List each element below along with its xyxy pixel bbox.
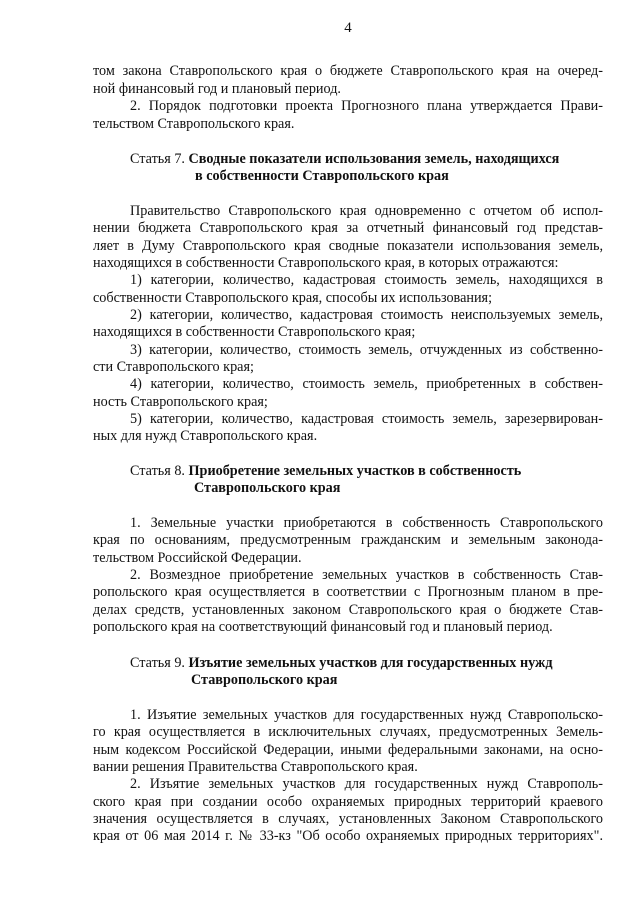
paragraph-line: делах средств, установленных законом Ставропольского края о бюджете Став- [93,602,603,618]
paragraph-line: го края осуществляется в исключительных случаях, предусмотренных Земель- [93,724,603,740]
paragraph-line: нении бюджета Ставропольского края за отчетный финансовый год представ- [93,220,603,236]
list-item-line: находящихся в собственности Ставропольского края; [93,324,416,340]
paragraph-line: ского края при создании особо охраняемых природных территорий краевого [93,794,603,810]
article-9-title: Изъятие земельных участков для государственных нужд [188,655,553,671]
paragraph-line: 2. Порядок подготовки проекта Прогнозного плана утверждается Прави- [130,98,603,114]
paragraph-line: ляет в Думу Ставропольского края сводные показатели использования земель, [93,238,603,254]
paragraph-line: значения осуществляется в случаях, установленных Законом Ставропольского [93,811,603,827]
page-number: 4 [344,20,352,36]
list-item-line: сти Ставропольского края; [93,359,254,375]
list-item-line: ных для нужд Ставропольского края. [93,428,318,444]
paragraph-line: тельством Российской Федерации. [93,550,302,566]
paragraph-line: ропольского края на соответствующий финансовый год и плановый период. [93,619,553,635]
paragraph-line: края по основаниям, предусмотренным гражданским и земельным законода- [93,532,603,548]
list-item-line: 4) категории, количество, стоимость земель, приобретенных в собствен- [130,376,603,392]
article-7-title: Сводные показатели использования земель, находящихся [188,151,560,167]
article-8-title-cont: Ставропольского края [194,480,341,496]
article-8-heading [130,463,521,480]
paragraph-line: тельством Ставропольского края. [93,116,295,132]
paragraph-line: Правительство Ставропольского края одновременно с отчетом об испол- [130,203,603,219]
list-item-line: собственности Ставропольского края, способы их использования; [93,290,493,306]
paragraph-line: том закона Ставропольского края о бюджете Ставропольского края на очеред- [93,63,603,79]
paragraph-line: 2. Изъятие земельных участков для государственных нужд Ставрополь- [130,776,603,792]
paragraph-line: ропольского края осуществляется в соответствии с Прогнозным планом в пре- [93,584,603,600]
paragraph-line: 1. Земельные участки приобретаются в собственность Ставропольского [130,515,603,531]
list-item-line: 1) категории, количество, кадастровая стоимость земель, находящихся в [130,272,603,288]
paragraph-line: края от 06 мая 2014 г. № 33-кз "Об особо охраняемых природных территориях". [93,828,603,844]
article-8-title: Приобретение земельных участков в собственность [188,463,522,479]
article-9-label: Статья 9. [130,655,185,671]
list-item-line: 5) категории, количество, кадастровая стоимость земель, зарезервирован- [130,411,603,427]
article-7-title-cont: в собственности Ставропольского края [195,168,449,184]
paragraph-line: ной финансовый год и плановый период. [93,81,341,97]
paragraph-line: ным кодексом Российской Федерации, иными федеральными законами, на осно- [93,742,603,758]
article-7-heading [130,151,559,168]
list-item-line: ность Ставропольского края; [93,394,268,410]
article-7-label: Статья 7. [130,151,185,167]
article-9-heading [130,655,553,672]
paragraph-line: вании решения Правительства Ставропольского края. [93,759,418,775]
paragraph-line: находящихся в собственности Ставропольского края, в которых отражаются: [93,255,559,271]
paragraph-line: 2. Возмездное приобретение земельных участков в собственность Став- [130,567,603,583]
paragraph-line: 1. Изъятие земельных участков для государственных нужд Ставропольско- [130,707,603,723]
article-9-title-cont: Ставропольского края [191,672,338,688]
list-item-line: 3) категории, количество, стоимость земель, отчужденных из собственно- [130,342,603,358]
list-item-line: 2) категории, количество, кадастровая стоимость неиспользуемых земель, [130,307,603,323]
article-8-label: Статья 8. [130,463,185,479]
